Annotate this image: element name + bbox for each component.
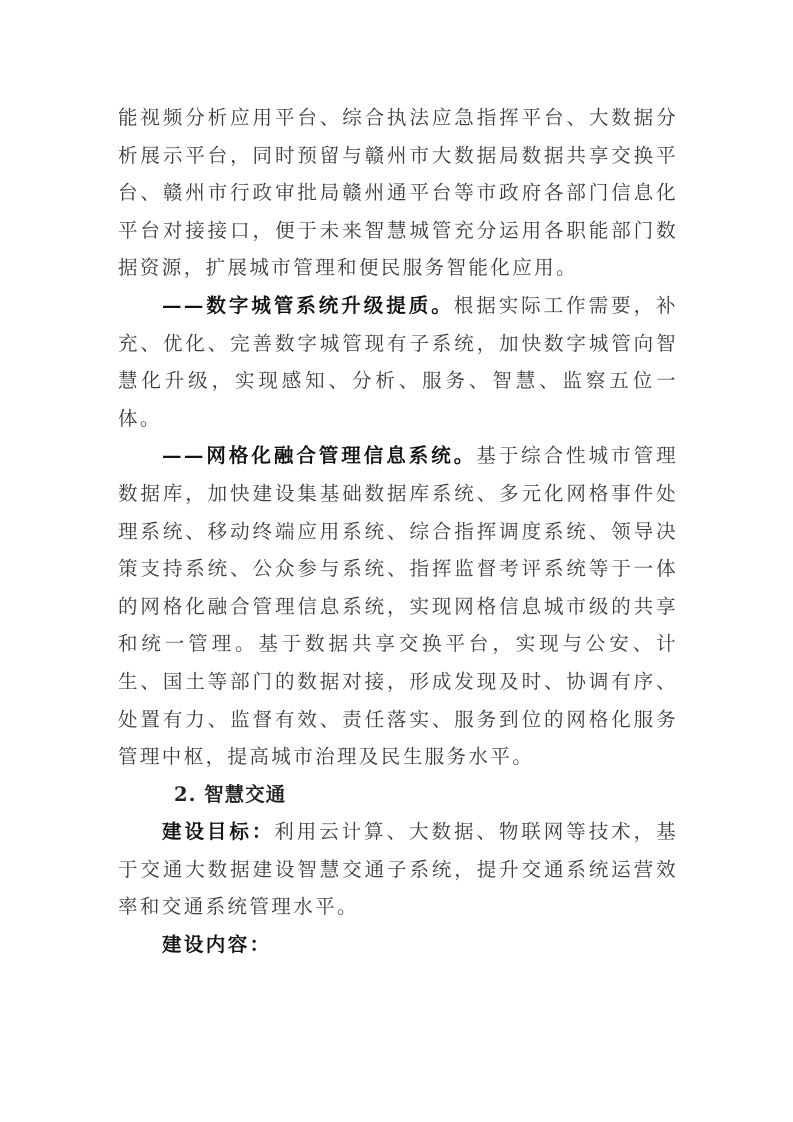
goal-text: 利用云计算、大数据、物联网等技术，基于交通大数据建设智慧交通子系统，提升交通系统运营效率和交通系统管理水平。 xyxy=(118,820,678,919)
paragraph-lead-heading: ——数字城管系统升级提质。 xyxy=(162,293,454,317)
section-heading-smart-transport: 2. 智慧交通 xyxy=(174,782,287,806)
content-label: 建设内容： xyxy=(162,933,272,957)
goal-label: 建设目标： xyxy=(162,820,275,844)
paragraph-body: 基于综合性城市管理数据库，加快建设集基础数据库系统、多元化网格事件处理系统、移动终端应用系统、综合指挥调度系统、领导决策支持系统、公众参与系统、指挥监督考评系统等于一体的网格化融合管理信息系统，实现网格信息城市级的共享和统一管理。基于数据共享交换平台，实现与公安、计生、国土等部门的数据对接，形成发现及时、协调有序、处置有力、监督有效、责任落实、服务到位的网格化服务管理中枢，提高城市治理及民生服务水平。 xyxy=(118,444,678,769)
paragraph-digital-city-management xyxy=(118,287,678,437)
paragraph-body: 根据实际工作需要，补充、优化、完善数字城管现有子系统，加快数字城管向智慧化升级，实现感知、分析、服务、智慧、监察五位一体。 xyxy=(118,293,678,430)
paragraph-platforms: 能视频分析应用平台、综合执法应急指挥平台、大数据分析展示平台，同时预留与赣州市大数据局数据共享交换平台、赣州市行政审批局赣州通平台等市政府各部门信息化平台对接接口，便于未来智慧城管充分运用各职能部门数据资源，扩展城市管理和便民服务智能化应用。 xyxy=(118,106,678,280)
paragraph-construction-goal xyxy=(118,813,678,926)
paragraph-construction-content xyxy=(118,926,678,964)
document-page xyxy=(118,99,678,964)
paragraph-grid-management xyxy=(118,437,678,775)
paragraph-lead-heading: ——网格化融合管理信息系统。 xyxy=(162,444,477,468)
